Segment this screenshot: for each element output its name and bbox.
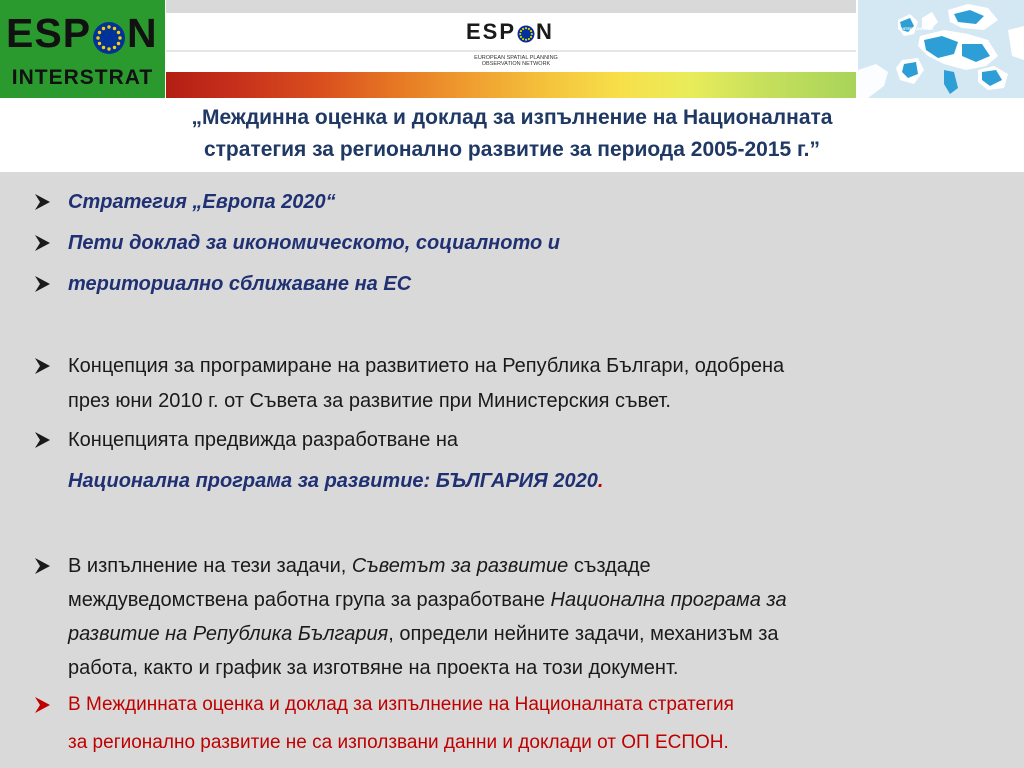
arrowhead-bullet-icon: [32, 233, 52, 253]
national-program-line: [68, 468, 603, 494]
slide-title-area: [0, 98, 1024, 172]
eu-stars-circle-icon: [517, 23, 535, 41]
bullet-tasks-line-1: [68, 553, 651, 579]
interstrat-espon-text-2: N: [127, 10, 158, 56]
slide-title-line-1: „Междинна оценка и доклад за изпълнение на Националната: [191, 106, 833, 129]
slide-header: [0, 0, 1024, 98]
bullet-concept-line-1: Концепция за програмиране на развитието на Република Българи, одобрена: [68, 355, 785, 377]
espon-center-text-2: N: [536, 19, 554, 44]
espon-center-logo: [466, 17, 566, 67]
slide-body: [0, 172, 1024, 768]
bullet-note-line-1: В Междинната оценка и доклад за изпълнение на Националната стратегия: [68, 694, 734, 715]
eu-stars-circle-icon: [92, 16, 126, 50]
national-program-title: Национална програма за развитие: БЪЛГАРИЯ 2020: [68, 470, 598, 492]
heatmap-decorative-strip: [166, 72, 856, 98]
europe-map-thumbnail: [858, 0, 1024, 98]
arrowhead-bullet-icon: [32, 274, 52, 294]
tasks-text-a: В изпълнение на тези задачи,: [68, 555, 352, 577]
national-program-ref: Национална програма за: [550, 589, 787, 611]
espon-interstrat-logo: [0, 0, 165, 98]
bullet-note-line-2: за регионално развитие не са използвани данни и доклади от ОП ЕСПОН.: [68, 732, 729, 753]
arrowhead-bullet-icon: [32, 356, 52, 376]
espon-subtitle-line-1: EUROPEAN SPATIAL PLANNING: [474, 55, 558, 61]
bullet-tasks-line-3: [68, 621, 779, 647]
tasks-text-2a: междуведомствена работна група за разработване: [68, 589, 551, 611]
espon-center-wordmark: [466, 17, 554, 47]
slide-title-line-2: стратегия за регионално развитие за периода 2005-2015 г.”: [203, 138, 821, 161]
bullet-concept-line-2: през юни 2010 г. от Съвета за развитие при Министерския съвет.: [68, 390, 671, 412]
bullet-concept-provides: Концепцията предвижда разработване на: [68, 429, 459, 451]
interstrat-espon-wordmark: [6, 8, 158, 58]
bullet-territorial-cohesion: териториално сближаване на ЕС: [68, 273, 412, 295]
tasks-text-3b: , определи нейните задачи, механизъм за: [388, 623, 779, 645]
bullet-fifth-report: Пети доклад за икономическото, социалното и: [68, 232, 560, 254]
bullet-tasks-line-2: [68, 587, 787, 613]
espon-subtitle-line-2: OBSERVATION NETWORK: [481, 61, 551, 67]
national-program-ref-2: развитие на Република България: [68, 623, 389, 645]
tasks-text-c: създаде: [568, 555, 651, 577]
espon-center-subtitle: [463, 55, 569, 67]
bullet-tasks-line-4: работа, както и график за изготвяне на проекта на този документ.: [68, 657, 679, 679]
interstrat-espon-text-1: ESP: [6, 10, 92, 56]
arrowhead-bullet-icon: [32, 695, 52, 715]
espon-center-text-1: ESP: [466, 19, 517, 44]
map-label-united-kingdom: UNITED KINGDOM: [898, 26, 934, 31]
arrowhead-bullet-icon: [32, 556, 52, 576]
national-program-period: .: [597, 470, 604, 492]
interstrat-label: INTERSTRAT: [11, 66, 154, 89]
arrowhead-bullet-icon: [32, 430, 52, 450]
arrowhead-bullet-icon: [32, 192, 52, 212]
development-council: Съветът за развитие: [351, 555, 569, 577]
bullet-europe-2020: Стратегия „Европа 2020“: [68, 191, 336, 213]
center-header-band: [166, 0, 856, 72]
header-gray-strip: [166, 0, 856, 13]
